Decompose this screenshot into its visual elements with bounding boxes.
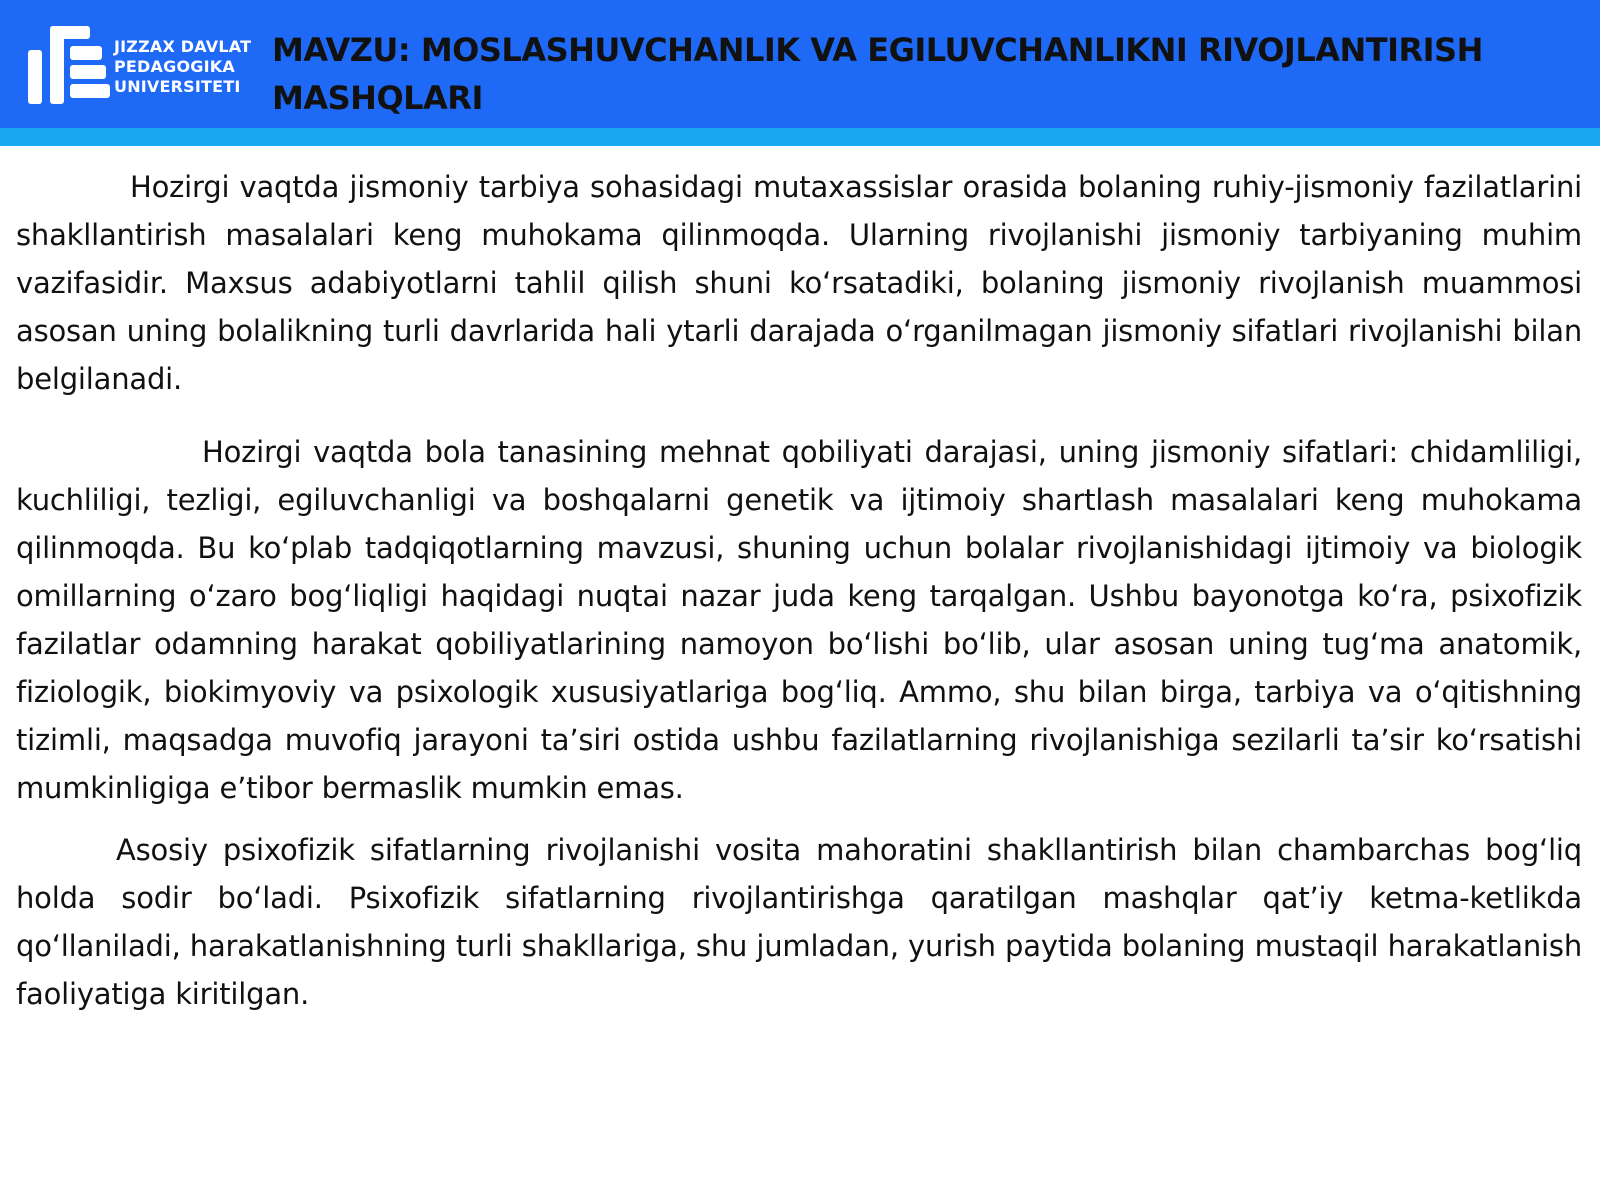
paragraph-1: Hozirgi vaqtda jismoniy tarbiya sohasidagi mutaxassislar orasida bolaning ruhiy-jismoniy fazilatlarini shakllantirish masalalari keng muhokama qilinmoqda. Ularning rivojlanishi jismoniy tarbiyaning muhim vazifasidir. Maxsus adabiyotlarni tahlil qilish shuni ko‘rsatadiki, bolaning jismoniy rivojlanish muammosi asosan uning bolalikning turli davrlarida hali ytarli darajada o‘rganilmagan jismoniy sifatlari rivojlanishi bilan belgilanadi. [16,170,1582,396]
slide-title: MAVZU: MOSLASHUVCHANLIK VA EGILUVCHANLIKNI RIVOJLANTIRISH MASHQLARI [272,31,1483,117]
university-logo [26,22,262,106]
header-accent-stripe [0,128,1600,146]
paragraph-2: Hozirgi vaqtda bola tanasining mehnat qobiliyati darajasi, uning jismoniy sifatlari: chidamliligi, kuchliligi, tezligi, egiluvchanligi va boshqalarni genetik va ijtimoiy shartlash masalalari keng muhokama qilinmoqda. Bu ko‘plab tadqiqotlarning mavzusi, shuning uchun bolalar rivojlanishidagi ijtimoiy va biologik omillarning o‘zaro bog‘liqligi haqidagi nuqtai nazar juda keng tarqalgan. Ushbu bayonotga ko‘ra, psixofizik fazilatlar odamning harakat qobiliyatlarining namoyon bo‘lishi bo‘lib, ular asosan uning tug‘ma anatomik, fiziologik, biokimyoviy va psixologik xususiyatlariga bog‘liq. Ammo, shu bilan birga, tarbiya va o‘qitishning tizimli, maqsadga muvofiq jarayoni ta’siri ostida ushbu fazilatlarning rivojlanishiga sezilarli ta’sir ko‘rsatishi mumkinligiga e’tibor bermaslik mumkin emas. [16,435,1582,805]
header-bar [0,0,1600,128]
logo-text-line-2: PEDAGOGIKA [114,57,235,76]
university-logo-icon [26,22,110,106]
paragraph-3: Asosiy psixofizik sifatlarning rivojlanishi vosita mahoratini shakllantirish bilan chambarchas bog‘liq holda sodir bo‘ladi. Psixofizik sifatlarning rivojlantirishga qaratilgan mashqlar qat’iy ketma-ketlikda qo‘llaniladi, harakatlanishning turli shakllariga, shu jumladan, yurish paytida bolaning mustaqil harakatlanish faoliyatiga kiritilgan. [16,833,1582,1011]
logo-text-line-1: JIZZAX DAVLAT [114,37,252,56]
slide-body [16,163,1582,1018]
logo-text-line-3: UNIVERSITETI [114,77,241,96]
logo-text [114,37,251,97]
